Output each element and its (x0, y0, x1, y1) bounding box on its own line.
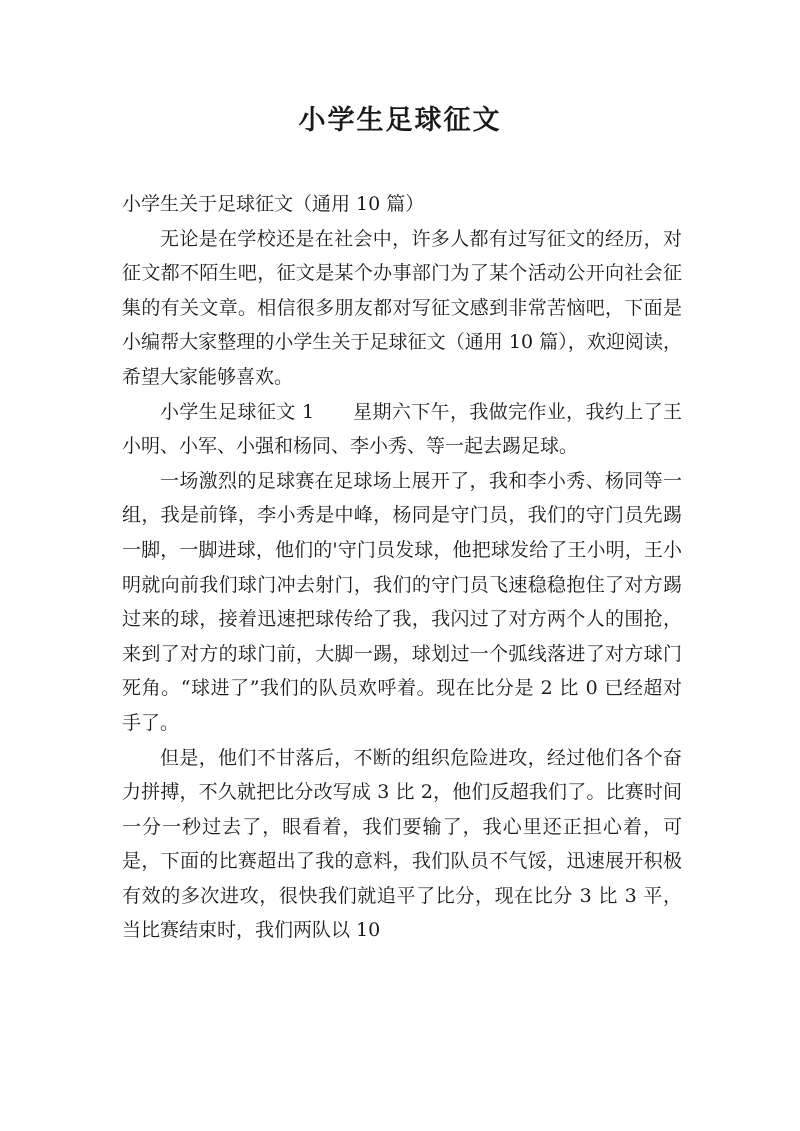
paragraph-match: 一场激烈的足球赛在足球场上展开了，我和李小秀、杨同等一组，我是前锋，李小秀是中峰，杨同是守门员，我们的守门员先踢一脚，一脚进球，他们的'守门员发球，他把球发给了王小明，王小明就向前我们球门冲去射门，我们的守门员飞速稳稳抱住了对方踢过来的球，接着迅速把球传给了我，我闪过了对方两个人的围抢，来到了对方的球门前，大脚一踢，球划过一个弧线落进了对方球门死角。“球进了”我们的队员欢呼着。现在比分是 2 比 0 已经超对手了。 (122, 469, 682, 734)
page-title: 小学生足球征文 (298, 105, 502, 136)
paragraph-essay-1-opening: 小学生足球征文 1 星期六下午，我做完作业，我约上了王小明、小军、小强和杨同、李小秀、等一起去踢足球。 (122, 400, 682, 458)
paragraph-intro: 无论是在学校还是在社会中，许多人都有过写征文的经历，对征文都不陌生吧，征文是某个办事部门为了某个活动公开向社会征集的有关文章。相信很多朋友都对写征文感到非常苦恼吧，下面是小编帮大家整理的小学生关于足球征文（通用 10 篇），欢迎阅读，希望大家能够喜欢。 (122, 227, 682, 388)
document-body (122, 187, 682, 948)
document-subtitle: 小学生关于足球征文（通用 10 篇） (122, 193, 425, 215)
paragraph-comeback: 但是，他们不甘落后，不断的组织危险进攻，经过他们各个奋力拼搏，不久就把比分改写成 3 比 2，他们反超我们了。比赛时间一分一秒过去了，眼看着，我们要输了，我心里还正担心着，可是，下面的比赛超出了我的意料，我们队员不气馁，迅速展开积极有效的多次进攻，很快我们就追平了比分，现在比分 3 比 3 平，当比赛结束时，我们两队以 10 (122, 746, 682, 942)
